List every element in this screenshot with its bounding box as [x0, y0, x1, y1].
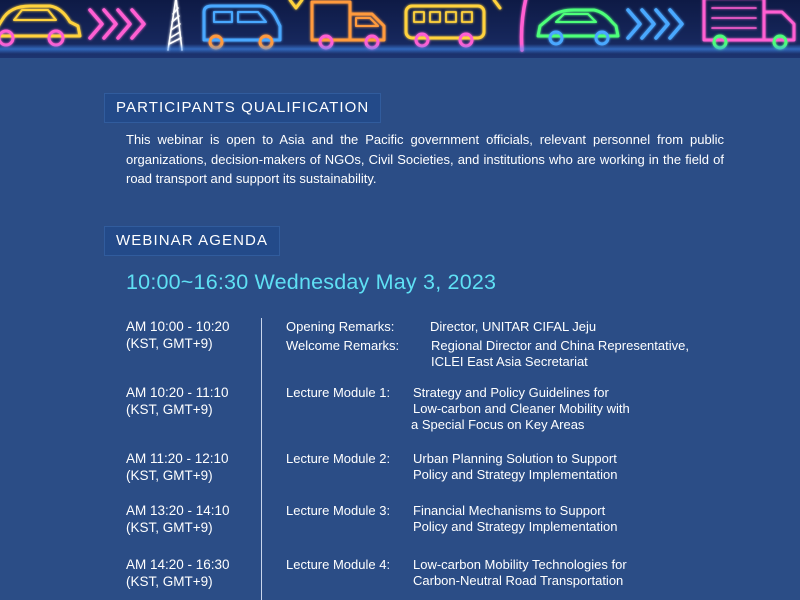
chevron-arrows-icon — [628, 10, 682, 38]
agenda-heading: WEBINAR AGENDA — [105, 227, 279, 255]
slot-time-range: AM 10:20 - 11:10 — [126, 385, 229, 400]
agenda-item-description: Carbon-Neutral Road Transportation — [413, 573, 624, 588]
slot-time-zone: (KST, GMT+9) — [126, 336, 213, 351]
car-icon — [0, 6, 80, 36]
agenda-item-label: Welcome Remarks: — [286, 338, 400, 353]
agenda-slot-time — [126, 384, 229, 418]
agenda-item-label: Lecture Module 4: — [286, 557, 391, 572]
banner-road-glow — [0, 44, 800, 54]
agenda-item-label: Lecture Module 2: — [286, 451, 391, 466]
wheel-icon — [49, 31, 63, 45]
light-icon — [494, 0, 500, 8]
neon-transport-banner — [0, 0, 800, 58]
agenda-divider — [261, 318, 262, 600]
chevron-arrows-icon — [90, 10, 144, 38]
agenda-slot-time — [126, 318, 230, 352]
agenda-item-description: a Special Focus on Key Areas — [411, 417, 585, 432]
agenda-slot-time — [126, 502, 230, 536]
box-truck-icon — [704, 0, 794, 40]
slot-time-zone: (KST, GMT+9) — [126, 520, 213, 535]
agenda-slot-time — [126, 450, 229, 484]
agenda-slot-time — [126, 556, 230, 590]
slot-time-range: AM 13:20 - 14:10 — [126, 503, 230, 518]
agenda-item-description: Regional Director and China Representative, — [431, 338, 689, 353]
slot-time-zone: (KST, GMT+9) — [126, 402, 213, 417]
light-icon — [290, 0, 302, 8]
agenda-item-description: Policy and Strategy Implementation — [413, 519, 618, 534]
participants-heading: PARTICIPANTS QUALIFICATION — [105, 94, 380, 122]
agenda-item-description: Low-carbon and Cleaner Mobility with — [413, 401, 630, 416]
wheel-icon — [550, 32, 562, 44]
agenda-item-description: Strategy and Policy Guidelines for — [413, 385, 609, 400]
bus-icon — [406, 6, 484, 38]
agenda-item-description: Policy and Strategy Implementation — [413, 467, 618, 482]
slot-time-zone: (KST, GMT+9) — [126, 574, 213, 589]
agenda-item-label: Lecture Module 3: — [286, 503, 391, 518]
wheel-icon — [0, 31, 13, 45]
agenda-item-description: Low-carbon Mobility Technologies for — [413, 557, 627, 572]
agenda-item-description: Director, UNITAR CIFAL Jeju — [430, 319, 597, 334]
palm-tree-icon — [522, 0, 527, 50]
agenda-item-label: Opening Remarks: — [286, 319, 395, 334]
participants-description: This webinar is open to Asia and the Pacific government officials, relevant personnel from public organizations, decision-makers of NGOs, Civil Societies, and institutions who are working in the field of road transport and support its sustainability. — [126, 132, 724, 186]
slot-time-zone: (KST, GMT+9) — [126, 468, 213, 483]
slot-time-range: AM 14:20 - 16:30 — [126, 557, 230, 572]
agenda-item-label: Lecture Module 1: — [286, 385, 391, 400]
agenda-item-description: ICLEI East Asia Secretariat — [431, 354, 588, 369]
slot-time-range: AM 10:00 - 10:20 — [126, 319, 230, 334]
agenda-date: 10:00~16:30 Wednesday May 3, 2023 — [126, 270, 497, 294]
slot-time-range: AM 11:20 - 12:10 — [126, 451, 229, 466]
agenda-item-description: Urban Planning Solution to Support — [413, 451, 617, 466]
truck-icon — [312, 2, 384, 40]
transmission-tower-icon — [168, 0, 182, 50]
wheel-icon — [596, 32, 608, 44]
agenda-item-description: Financial Mechanisms to Support — [413, 503, 606, 518]
